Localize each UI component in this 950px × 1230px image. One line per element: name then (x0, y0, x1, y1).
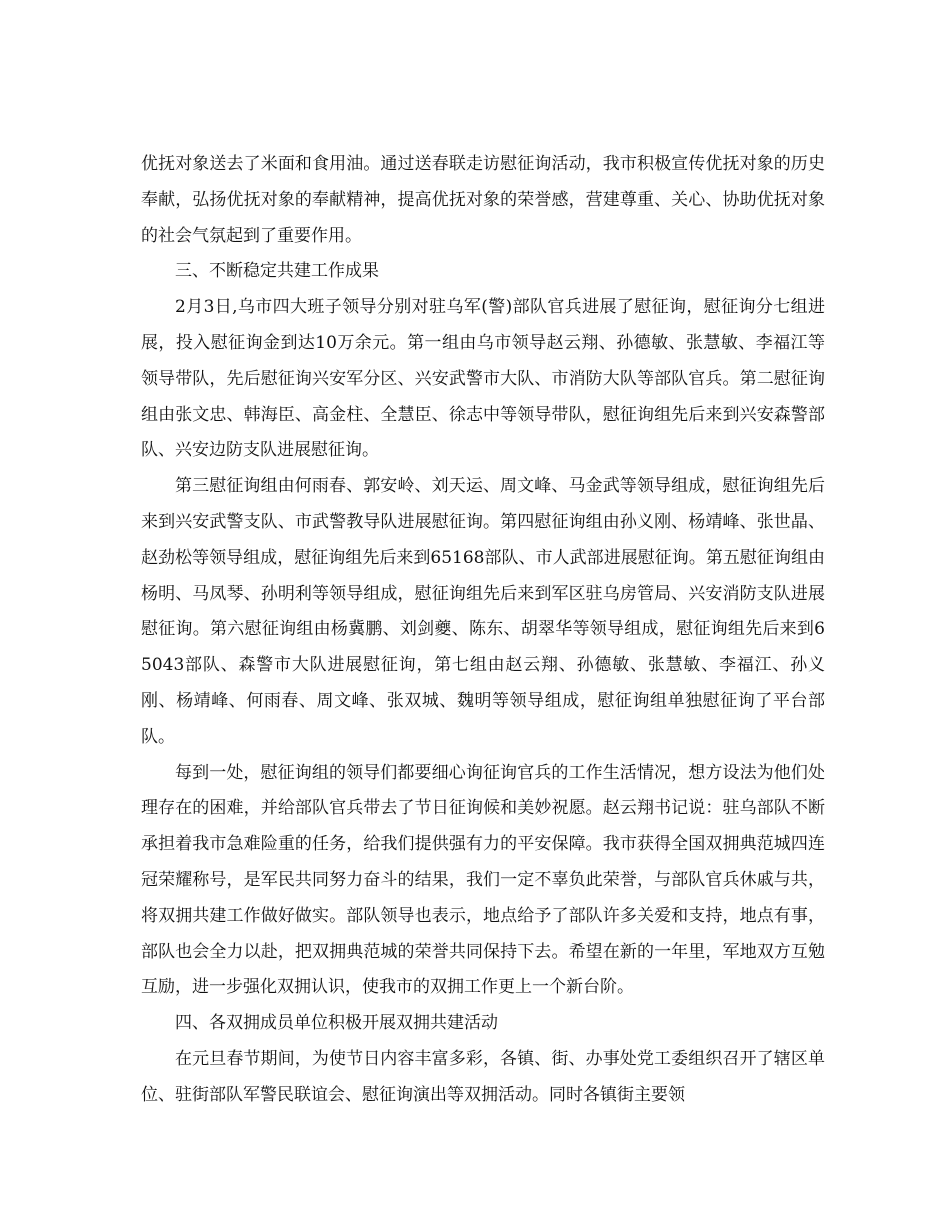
section-heading: 四、各双拥成员单位积极开展双拥共建活动 (175, 1013, 498, 1034)
body-paragraph: 每到一处，慰征询组的领导们都要细心询征询官兵的工作生活情况，想方设法为他们处理存在的困难，并给部队官兵带去了节日征询候和美妙祝愿。赵云翔书记说：驻乌部队不断承担着我市急难险重的任务，给我们提供强有力的平安保障。我市获得全国双拥典范城四连冠荣耀称号，是军民共同努力奋斗的结果，我们一定不辜负此荣誉，与部队官兵休戚与共，将双拥共建工作做好做实。部队领导也表示，地点给予了部队许多关爱和支持，地点有事，部队也会全力以赴，把双拥典范城的荣誉共同保持下去。希望在新的一年里，军地双方互勉互励，进一步强化双拥认识，使我市的双拥工作更上一个新台阶。 (141, 762, 825, 998)
body-paragraph: 2月3日,乌市四大班子领导分别对驻乌军(警)部队官兵进展了慰征询，慰征询分七组进展，投入慰征询金到达10万余元。第一组由乌市领导赵云翔、孙德敏、张慧敏、李福江等领导带队，先后慰征询兴安军分区、兴安武警市大队、市消防大队等部队官兵。第二慰征询组由张文忠、韩海臣、高金柱、全慧臣、徐志中等领导带队，慰征询组先后来到兴安森警部队、兴安边防支队进展慰征询。 (141, 297, 825, 461)
body-paragraph: 第三慰征询组由何雨春、郭安岭、刘天运、周文峰、马金武等领导组成，慰征询组先后来到兴安武警支队、市武警教导队进展慰征询。第四慰征询组由孙义刚、杨靖峰、张世晶、赵劲松等领导组成，慰征询组先后来到65168部队、市人武部进展慰征询。第五慰征询组由杨明、马凤琴、孙明利等领导组成，慰征询组先后来到军区驻乌房管局、兴安消防支队进展慰征询。第六慰征询组由杨冀鹏、刘剑夔、陈东、胡翠华等领导组成，慰征询组先后来到65043部队、森警市大队进展慰征询，第七组由赵云翔、孙德敏、张慧敏、李福江、孙义刚、杨靖峰、何雨春、周文峰、张双城、魏明等领导组成，慰征询组单独慰征询了平台部队。 (141, 476, 825, 747)
body-paragraph: 优抚对象送去了米面和食用油。通过送春联走访慰征询活动，我市积极宣传优抚对象的历史奉献，弘扬优抚对象的奉献精神，提高优抚对象的荣誉感，营建尊重、关心、协助优抚对象的社会气氛起到了重要作用。 (141, 154, 825, 246)
document-body (141, 147, 825, 1114)
section-heading: 三、不断稳定共建工作成果 (175, 261, 379, 282)
body-paragraph: 在元旦春节期间，为使节日内容丰富多彩，各镇、街、办事处党工委组织召开了辖区单位、驻街部队军警民联谊会、慰征询演出等双拥活动。同时各镇街主要领 (141, 1048, 825, 1105)
